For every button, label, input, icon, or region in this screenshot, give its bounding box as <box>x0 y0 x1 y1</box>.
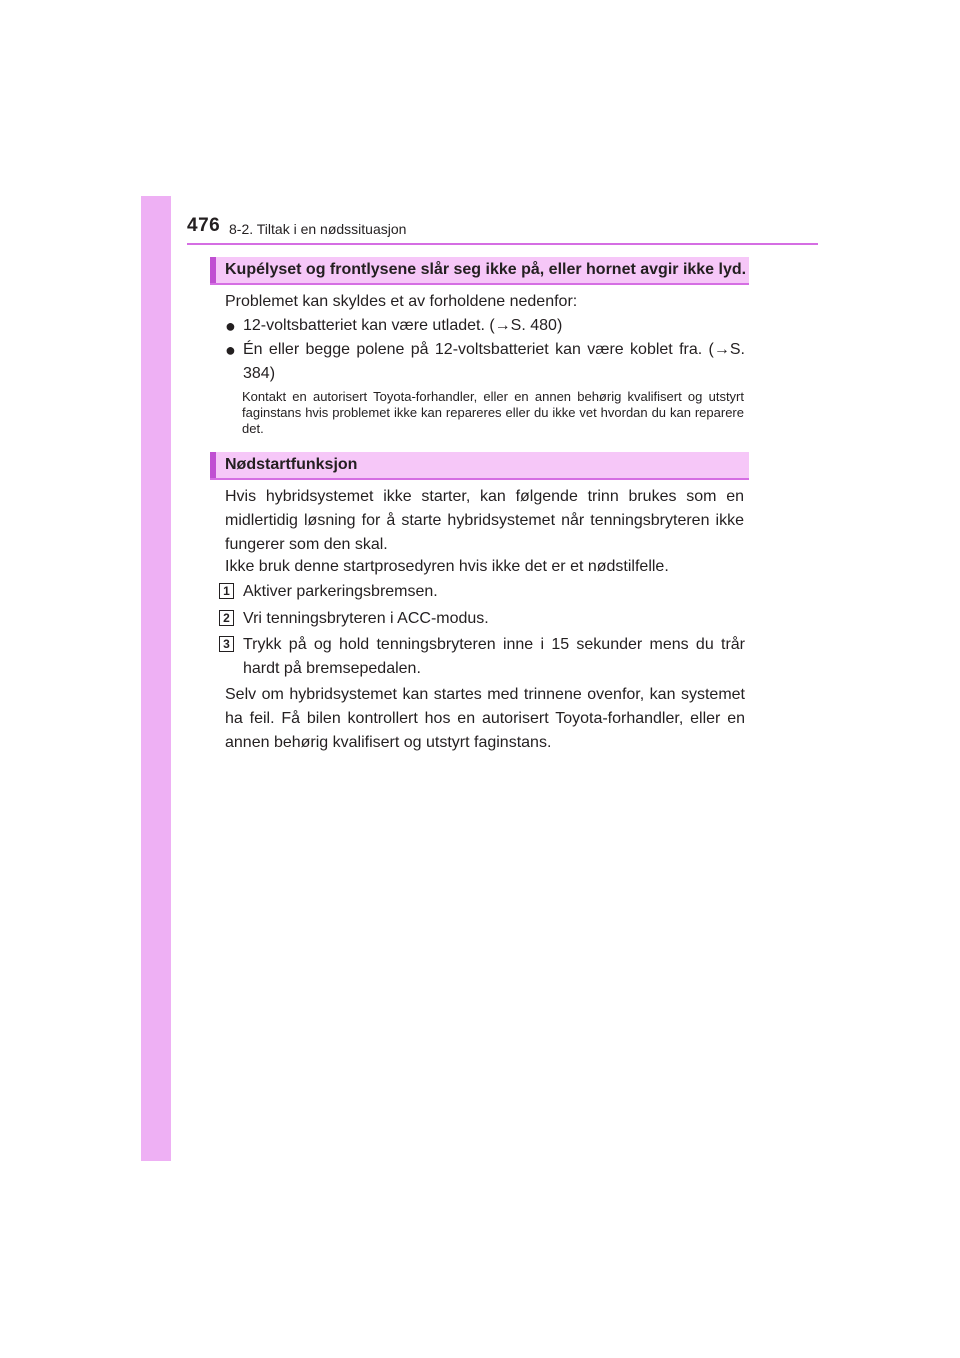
emergency-warning: Ikke bruk denne startprosedyren hvis ikke det er et nødstilfelle. <box>225 558 669 575</box>
list-item <box>225 338 745 386</box>
section-intro: Problemet kan skyldes et av forholdene nedenfor: <box>225 293 578 310</box>
closing-paragraph: Selv om hybridsystemet kan startes med trinnene ovenfor, kan systemet ha feil. Få bilen kontrollert hos en autorisert Toyota-forhandler, eller en annen behørig kvalifisert og utstyrt faginstans. <box>225 686 745 751</box>
chapter-side-tab <box>141 196 171 1161</box>
step-text: Trykk på og hold tenningsbryteren inne i 15 sekunder mens du trår hardt på bremsepedalen. <box>243 636 745 677</box>
list-item-text: 12-voltsbatteriet kan være utladet. (→S. 480) <box>243 317 563 334</box>
section-path: 8-2. Tiltak i en nødssituasjon <box>229 221 407 237</box>
step-item <box>219 580 745 604</box>
support-note: Kontakt en autorisert Toyota-forhandler, eller en annen behørig kvalifisert og utstyrt faginstans hvis problemet ikke kan repareres eller du ikke vet hvordan du kan reparere det. <box>242 389 744 436</box>
section-title-lights-horn <box>210 257 749 285</box>
step-number: 1 <box>219 583 234 599</box>
step-item <box>219 633 745 681</box>
section-title-emergency-start <box>210 452 749 480</box>
list-item-text: Én eller begge polene på 12-voltsbatteriet kan være koblet fra. (→S. 384) <box>243 341 745 382</box>
bullet-icon: ● <box>225 316 236 336</box>
page-number: 476 <box>187 215 221 236</box>
bullet-icon: ● <box>225 340 236 360</box>
section-title-text: Kupélyset og frontlysene slår seg ikke på, eller hornet avgir ikke lyd. <box>225 261 747 278</box>
step-text: Aktiver parkeringsbremsen. <box>243 583 438 600</box>
step-text: Vri tenningsbryteren i ACC-modus. <box>243 610 489 627</box>
section-title-accent-bar <box>210 452 216 478</box>
step-number: 3 <box>219 636 234 652</box>
header-divider <box>187 243 818 245</box>
section-title-text: Nødstartfunksjon <box>225 456 358 473</box>
step-item <box>219 607 745 631</box>
section-title-accent-bar <box>210 257 216 283</box>
list-item <box>225 314 745 338</box>
section-intro: Hvis hybridsystemet ikke starter, kan følgende trinn brukes som en midlertidig løsning for å starte hybridsystemet når tenningsbryteren ikke fungerer som den skal. <box>225 488 744 553</box>
step-number: 2 <box>219 610 234 626</box>
